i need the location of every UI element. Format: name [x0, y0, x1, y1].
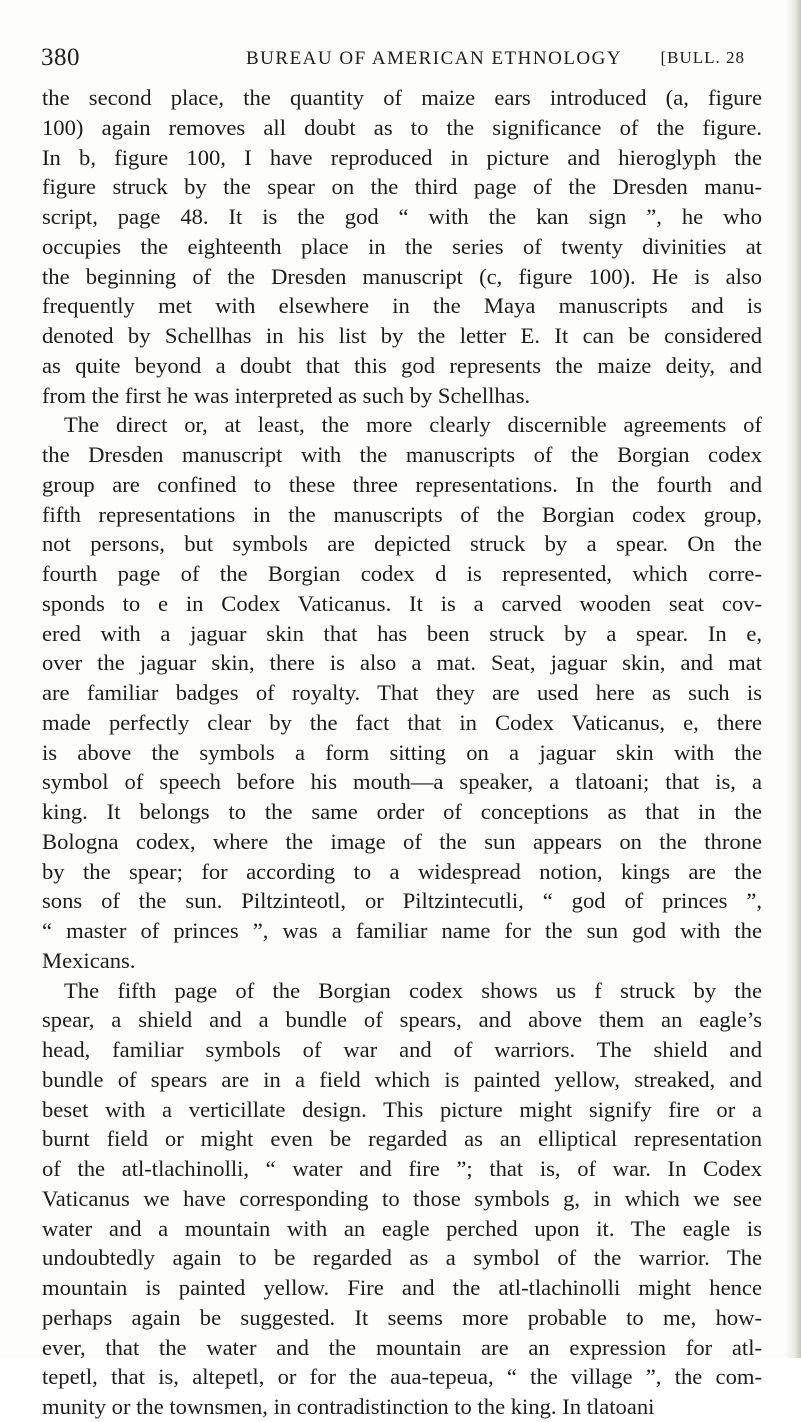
- text-line: water and a mountain with an eagle perched upon it. The eagle is: [42, 1215, 762, 1241]
- text-line: the beginning of the Dresden manuscript (c, figure 100). He is also: [42, 263, 762, 289]
- text-line: sponds to e in Codex Vaticanus. It is a carved wooden seat cov-: [42, 590, 762, 616]
- text-line: symbol of speech before his mouth—a speaker, a tlatoani; that is, a: [42, 769, 762, 795]
- text-line: occupies the eighteenth place in the series of twenty divinities at: [42, 233, 762, 259]
- text-line: perhaps again be suggested. It seems more probable to me, how-: [42, 1304, 762, 1330]
- text-line: are familiar badges of royalty. That they are used here as such is: [42, 680, 762, 705]
- text-line: burnt field or might even be regarded as an elliptical representation: [42, 1126, 762, 1152]
- text-line: ered with a jaguar skin that has been struck by a spear. In e,: [42, 620, 762, 646]
- text-line: bundle of spears are in a field which is painted yellow, streaked, and: [42, 1066, 762, 1092]
- text-line: king. It belongs to the same order of conceptions as that in the: [42, 799, 762, 824]
- text-line: Bologna codex, where the image of the sun appears on the throne: [42, 828, 762, 854]
- text-line: made perfectly clear by the fact that in Codex Vaticanus, e, there: [42, 709, 762, 735]
- text-line: Mexicans.: [42, 947, 136, 973]
- text-line: fourth page of the Borgian codex d is represented, which corre-: [42, 561, 762, 586]
- text-line: is above the symbols a form sitting on a jaguar skin with the: [42, 739, 762, 765]
- running-head: [41, 44, 761, 74]
- text-line: beset with a verticillate design. This picture might signify fire or a: [42, 1096, 762, 1122]
- text-line: head, familiar symbols of war and of warriors. The shield and: [42, 1037, 762, 1062]
- text-line: the second place, the quantity of maize ears introduced (a, figure: [42, 85, 762, 110]
- text-line: 100) again removes all doubt as to the significance of the figure.: [42, 114, 762, 140]
- text-line: figure struck by the spear on the third page of the Dresden manu-: [42, 174, 762, 200]
- text-line: over the jaguar skin, there is also a mat. Seat, jaguar skin, and mat: [42, 650, 762, 676]
- text-line: from the first he was interpreted as such by Schellhas.: [42, 382, 531, 408]
- text-line: undoubtedly again to be regarded as a symbol of the warrior. The: [42, 1245, 762, 1271]
- text-line: group are confined to these three representations. In the fourth and: [42, 471, 762, 497]
- text-line: “ master of princes ”, was a familiar name for the sun god with the: [42, 918, 762, 943]
- page-edge-shadow: [785, 0, 801, 1358]
- text-line: script, page 48. It is the god “ with the kan sign ”, he who: [42, 204, 762, 229]
- text-line: denoted by Schellhas in his list by the letter E. It can be considered: [42, 323, 762, 348]
- text-line: In b, figure 100, I have reproduced in picture and hieroglyph the: [42, 144, 762, 170]
- text-line: munity or the townsmen, in contradistinction to the king. In tlatoani: [42, 1394, 655, 1419]
- text-line: Vaticanus we have corresponding to those symbols g, in which we see: [42, 1185, 762, 1211]
- text-line: The direct or, at least, the more clearly discernible agreements of: [64, 412, 762, 438]
- text-line: not persons, but symbols are depicted struck by a spear. On the: [42, 531, 762, 557]
- text-line: frequently met with elsewhere in the Maya manuscripts and is: [42, 293, 762, 319]
- text-line: sons of the sun. Piltzinteotl, or Piltzintecutli, “ god of princes ”,: [42, 888, 762, 914]
- text-line: as quite beyond a doubt that this god represents the maize deity, and: [42, 352, 762, 378]
- text-line: The fifth page of the Borgian codex shows us f struck by the: [64, 977, 762, 1003]
- text-line: mountain is painted yellow. Fire and the atl-tlachinolli might hence: [42, 1275, 762, 1300]
- running-title: BUREAU OF AMERICAN ETHNOLOGY: [246, 48, 623, 69]
- text-line: of the atl-tlachinolli, “ water and fire ”; that is, of war. In Codex: [42, 1156, 762, 1181]
- text-line: ever, that the water and the mountain are an expression for atl-: [42, 1334, 762, 1360]
- text-line: fifth representations in the manuscripts of the Borgian codex group,: [42, 501, 762, 527]
- text-line: by the spear; for according to a widespread notion, kings are the: [42, 858, 762, 884]
- text-line: tepetl, that is, altepetl, or for the aua-tepeua, “ the village ”, the com-: [42, 1364, 762, 1390]
- body-text: [42, 83, 762, 1422]
- text-line: the Dresden manuscript with the manuscripts of the Borgian codex: [42, 442, 762, 467]
- page-number: 380: [41, 44, 80, 71]
- text-line: spear, a shield and a bundle of spears, and above them an eagle’s: [42, 1007, 762, 1033]
- bulletin-label: [BULL. 28: [660, 48, 745, 67]
